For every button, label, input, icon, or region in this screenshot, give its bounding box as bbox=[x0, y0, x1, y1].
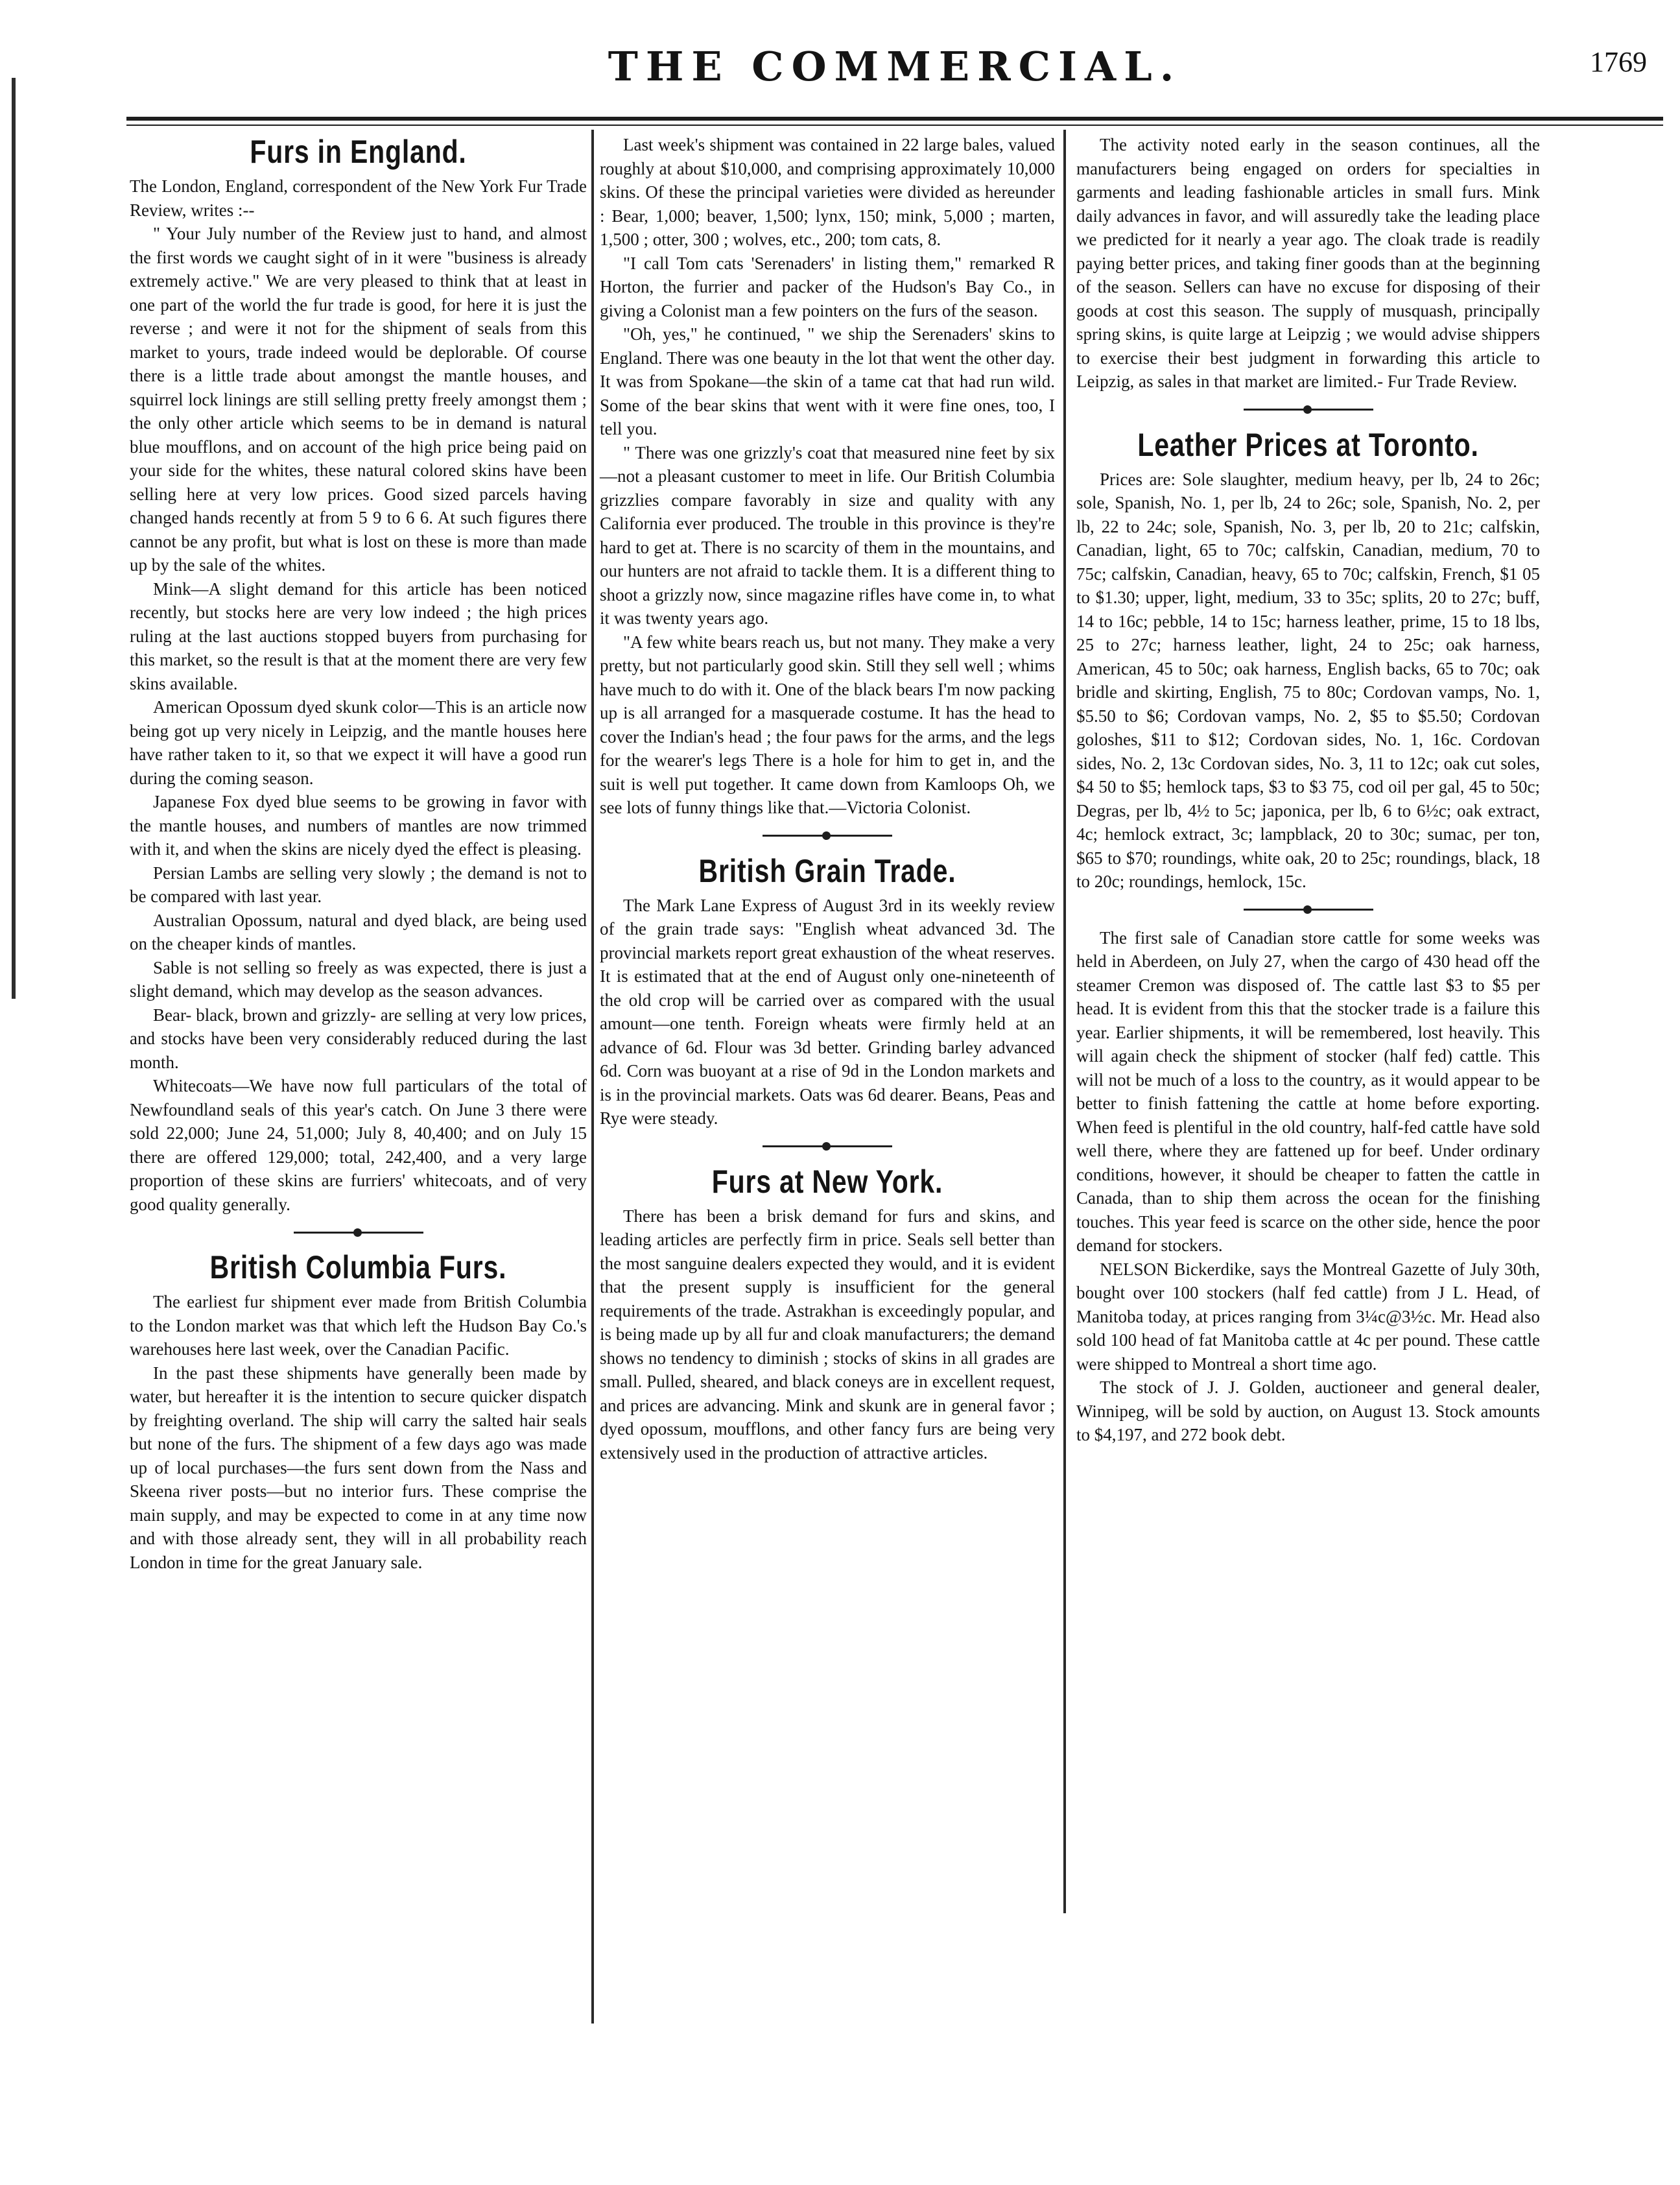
section-separator bbox=[600, 1130, 1055, 1163]
paragraph: There has been a brisk demand for furs and skins, and leading articles are perfectly firm in price. Seals sell better than the most sanguine dealers expected they would, and it is evident that the present supply is insufficient for the general requirements of the trade. Astrakhan is exceedingly popular, and is being made up by all fur and cloak manufacturers; the demand shows no tendency to diminish ; stocks of skins in all grades are small. Pulled, sheared, and black coneys are in excellent request, and prices are advancing. Mink and skunk are in general favor ; dyed opossum, moufflons, and other fancy furs are being very extensively used in the production of attractive articles. bbox=[600, 1206, 1055, 1463]
section-separator bbox=[600, 820, 1055, 852]
masthead bbox=[117, 19, 1673, 110]
article-heading-furs-in-england: Furs in England. bbox=[250, 134, 467, 170]
paragraph: The activity noted early in the season continues, all the manufacturers being engaged on orders for specialties in garments and leading fashionable articles in small furs. Mink daily advances in favor, and will assuredly take the leading place we predicted for it nearly a year ago. The cloak trade is readily paying better prices, and taking finer goods than at the beginning of the season. Sellers can have no excuse for disposing of their goods at cost this season. The supply of musquash, principally spring skins, is quite large at Leipzig ; we would advise shippers to exercise their best judgment in forwarding this article to Leipzig, as sales in that market are limited.- Fur Trade Review. bbox=[1076, 135, 1540, 391]
masthead-rule-thin bbox=[126, 125, 1663, 126]
paragraph: In the past these shipments have generally been made by water, but hereafter it is the intention to secure quicker dispatch by freighting overland. The ship will carry the salted hair seals but none of the furs. The shipment of a few days ago was made up of local purchases—the furs sent down from the Nass and Skeena river posts—but no interior furs. These comprise the main supply, and may be expected to come in at any time now and with those already sent, they will in all probability reach London in time for the great January sale. bbox=[130, 1363, 587, 1572]
column-1 bbox=[130, 133, 587, 1574]
masthead-rule bbox=[126, 117, 1663, 121]
article-heading-british-grain-trade: British Grain Trade. bbox=[698, 852, 956, 889]
paragraph: NELSON Bickerdike, says the Montreal Gazette of July 30th, bought over 100 stockers (half fed cattle) from J L. Head, of Manitoba today, at prices ranging from 3¼c@3½c. Mr. Head also sold 100 head of fat Manitoba cattle at 4c per pound. These cattle were shipped to Montreal a short time ago. bbox=[1076, 1259, 1540, 1374]
paragraph: American Opossum dyed skunk color—This is an article now being got up very nicely in Leipzig, and the mantle houses here have rather taken to it, so that we expect it will have a good run during the coming season. bbox=[130, 697, 587, 788]
paragraph: The stock of J. J. Golden, auctioneer and general dealer, Winnipeg, will be sold by auction, on August 13. Stock amounts to $4,197, and 272 book debt. bbox=[1076, 1378, 1540, 1444]
paragraph: The first sale of Canadian store cattle for some weeks was held in Aberdeen, on July 27, when the cargo of 430 head off the steamer Cremon was disposed of. The cattle last $3 to $5 per head. It is evident from this that the stocker trade is a failure this year. Earlier shipments, it will be remembered, lost heavily. This will again check the shipment of stocker (half fed) cattle. This will not be much of a loss to the country, as it would appear to be better to finish fattening the cattle at home before exporting. When feed is plentiful in the old country, half-fed cattle have sold well there, where they are fattened up for beef. Under ordinary conditions, however, it should be cheaper to fatten the cattle in Canada, than to ship them across the ocean for the finishing touches. This year feed is scarce on the other side, hence the poor demand for stockers. bbox=[1076, 927, 1540, 1255]
paragraph: "I call Tom cats 'Serenaders' in listing them," remarked R Horton, the furrier and packer of the Hudson's Bay Co., in giving a Colonist man a few pointers on the furs of the season. bbox=[600, 253, 1055, 320]
paragraph: The earliest fur shipment ever made from British Columbia to the London market was that which left the Hudson Bay Co.'s warehouses here last week, over the Canadian Pacific. bbox=[130, 1292, 587, 1359]
masthead-title: THE COMMERCIAL. bbox=[608, 43, 1182, 90]
section-separator bbox=[1076, 394, 1540, 426]
section-separator bbox=[130, 1216, 587, 1248]
column-divider bbox=[591, 130, 594, 2024]
page-number: 1769 bbox=[1590, 46, 1647, 78]
binding-edge bbox=[12, 78, 16, 999]
column-divider bbox=[1063, 130, 1066, 1913]
column-2 bbox=[600, 133, 1055, 1464]
paragraph: "A few white bears reach us, but not many. They make a very pretty, but not particularly good skin. Still they sell well ; whims have much to do with it. One of the black bears I'm now packing up is all arranged for a masquerade costume. It has the head to cover the Indian's head ; the four paws for the arms, and the legs for the wearer's legs There is a hole for him to get in, and the suit is well put together. It came down from Kamloops Oh, we see lots of funny things like that.—Victoria Colonist. bbox=[600, 632, 1055, 817]
paragraph: Prices are: Sole slaughter, medium heavy, per lb, 24 to 26c; sole, Spanish, No. 1, per lb, 24 to 26c; sole, Spanish, No. 2, per lb, 22 to 24c; sole, Spanish, No. 3, per lb, 20 to 21c; calfskin, Canadian, light, 65 to 70c; calfskin, Canadian, medium, 70 to 75c; calfskin, Canadian, heavy, 65 to 70c; calfskin, French, $1 05 to $1.30; upper, light, medium, 33 to 35c; splits, 20 to 27c; buff, 14 to 16c; pebble, 14 to 15c; harness leather, prime, 15 to 18 lbs, 25 to 27c; harness leather, light, 24 to 25c; oak harness, American, 45 to 50c; oak harness, English backs, 65 to 70c; oak bridle and skirting, English, 75 to 80c; Cordovan vamps, No. 1, $5.50 to $6; Cordovan vamps, No. 2, $5 to $5.50; Cordovan goloshes, $11 to $12; Cordovan sides, No. 1, 16c. Cordovan sides, No. 2, 13c Cordovan sides, No. 3, 11 to 12c; oak cut soles, $4 50 to $5; hemlock taps, $3 to $3 75, cod oil per gal, 45 to 50c; Degras, per lb, 4½ to 5c; japonica, per lb, 6 to 6½c; oak extract, 4c; hemlock extract, 3c; lampblack, 20 to 30c; sumac, per ton, $65 to $70; roundings, white oak, 20 to 25c; roundings, black, 18 to 20c; roundings, hemlock, 15c. bbox=[1076, 469, 1540, 891]
paragraph: Japanese Fox dyed blue seems to be growing in favor with the mantle houses, and numbers of mantles are now trimmed with it, and when the skins are nicely dyed the effect is pleasing. bbox=[130, 792, 587, 859]
paragraph: The Mark Lane Express of August 3rd in its weekly review of the grain trade says: "English wheat advanced 3d. The provincial markets report great exhaustion of the wheat reserves. It is estimated that at the end of August only one-nineteenth of the old crop will be carried over as compared with the usual amount—one tenth. Foreign wheats were firmly held at an advance of 6d. Flour was 3d better. Grinding barley advanced 6d. Corn was buoyant at a rise of 9d in the London markets and is in the provincial markets. Oats was 6d dearer. Beans, Peas and Rye were steady. bbox=[600, 895, 1055, 1128]
paragraph: The London, England, correspondent of the New York Fur Trade Review, writes :-- bbox=[130, 176, 587, 220]
section-separator bbox=[1076, 894, 1540, 926]
paragraph: "Oh, yes," he continued, " we ship the Serenaders' skins to England. There was one beauty in the lot that went the other day. It was from Spokane—the skin of a tame cat that had run wild. Some of the bear skins that went with it were fine ones, too, I tell you. bbox=[600, 324, 1055, 438]
paragraph: Last week's shipment was contained in 22 large bales, valued roughly at about $10,000, and comprising approximately 10,000 skins. Of these the principal varieties were divided as hereunder : Bear, 1,000; beaver, 1,500; lynx, 150; mink, 5,000 ; marten, 1,500 ; otter, 300 ; wolves, etc., 200; tom cats, 8. bbox=[600, 135, 1055, 249]
article-heading-british-columbia-furs: British Columbia Furs. bbox=[209, 1249, 507, 1285]
paragraph: Sable is not selling so freely as was expected, there is just a slight demand, which may develop as the season advances. bbox=[130, 957, 587, 1001]
paragraph: Bear- black, brown and grizzly- are selling at very low prices, and stocks have been very considerably reduced during the last month. bbox=[130, 1005, 587, 1072]
paragraph: " Your July number of the Review just to hand, and almost the first words we caught sight of in it were "business is already extremely active." We are very pleased to think that at least in one part of the world the fur trade is good, for here it is just the reverse ; and were it not for the shipment of seals from this market to yours, trade indeed would be deplorable. Of course there is a little trade about amongst the mantle houses, and squirrel lock linings are still selling pretty freely amongst them ; the only other article which seems to be in demand is natural blue moufflons, and on account of the high price being paid on your side for the whites, these natural colored skins have been selling here at very low prices. Good sized parcels having changed hands recently at from 5 9 to 6 6. At such figures there cannot be any profit, but what is lost on these is more than made up by the sale of the whites. bbox=[130, 224, 587, 575]
paragraph: Persian Lambs are selling very slowly ; the demand is not to be compared with last year. bbox=[130, 863, 587, 906]
paragraph: Whitecoats—We have now full particulars of the total of Newfoundland seals of this year's catch. On June 3 there were sold 22,000; June 24, 51,000; July 8, 40,400; and on July 15 there are offered 129,000; total, 242,400, and a very large proportion of these skins are furriers' whitecoats, and of very good quality generally. bbox=[130, 1076, 587, 1214]
paragraph: Australian Opossum, natural and dyed black, are being used on the cheaper kinds of mantles. bbox=[130, 910, 587, 953]
article-heading-leather-prices-at-toronto: Leather Prices at Toronto. bbox=[1137, 426, 1479, 463]
article-heading-furs-at-new-york: Furs at New York. bbox=[711, 1163, 943, 1200]
column-3 bbox=[1076, 133, 1540, 1447]
paragraph: " There was one grizzly's coat that measured nine feet by six—not a pleasant customer to meet in life. Our British Columbia grizzlies compare favorably in size and quality with any California ever produced. The trouble in this province is they're hard to get at. There is no scarcity of them in the mountains, and our hunters are not afraid to tackle them. It is a different thing to shoot a grizzly now, since magazine rifles have come in, to what it was twenty years ago. bbox=[600, 442, 1055, 628]
paragraph: Mink—A slight demand for this article has been noticed recently, but stocks here are very low indeed ; the high prices ruling at the last auctions stopped buyers from purchasing for this market, so the result is that at the moment there are very few skins available. bbox=[130, 579, 587, 693]
